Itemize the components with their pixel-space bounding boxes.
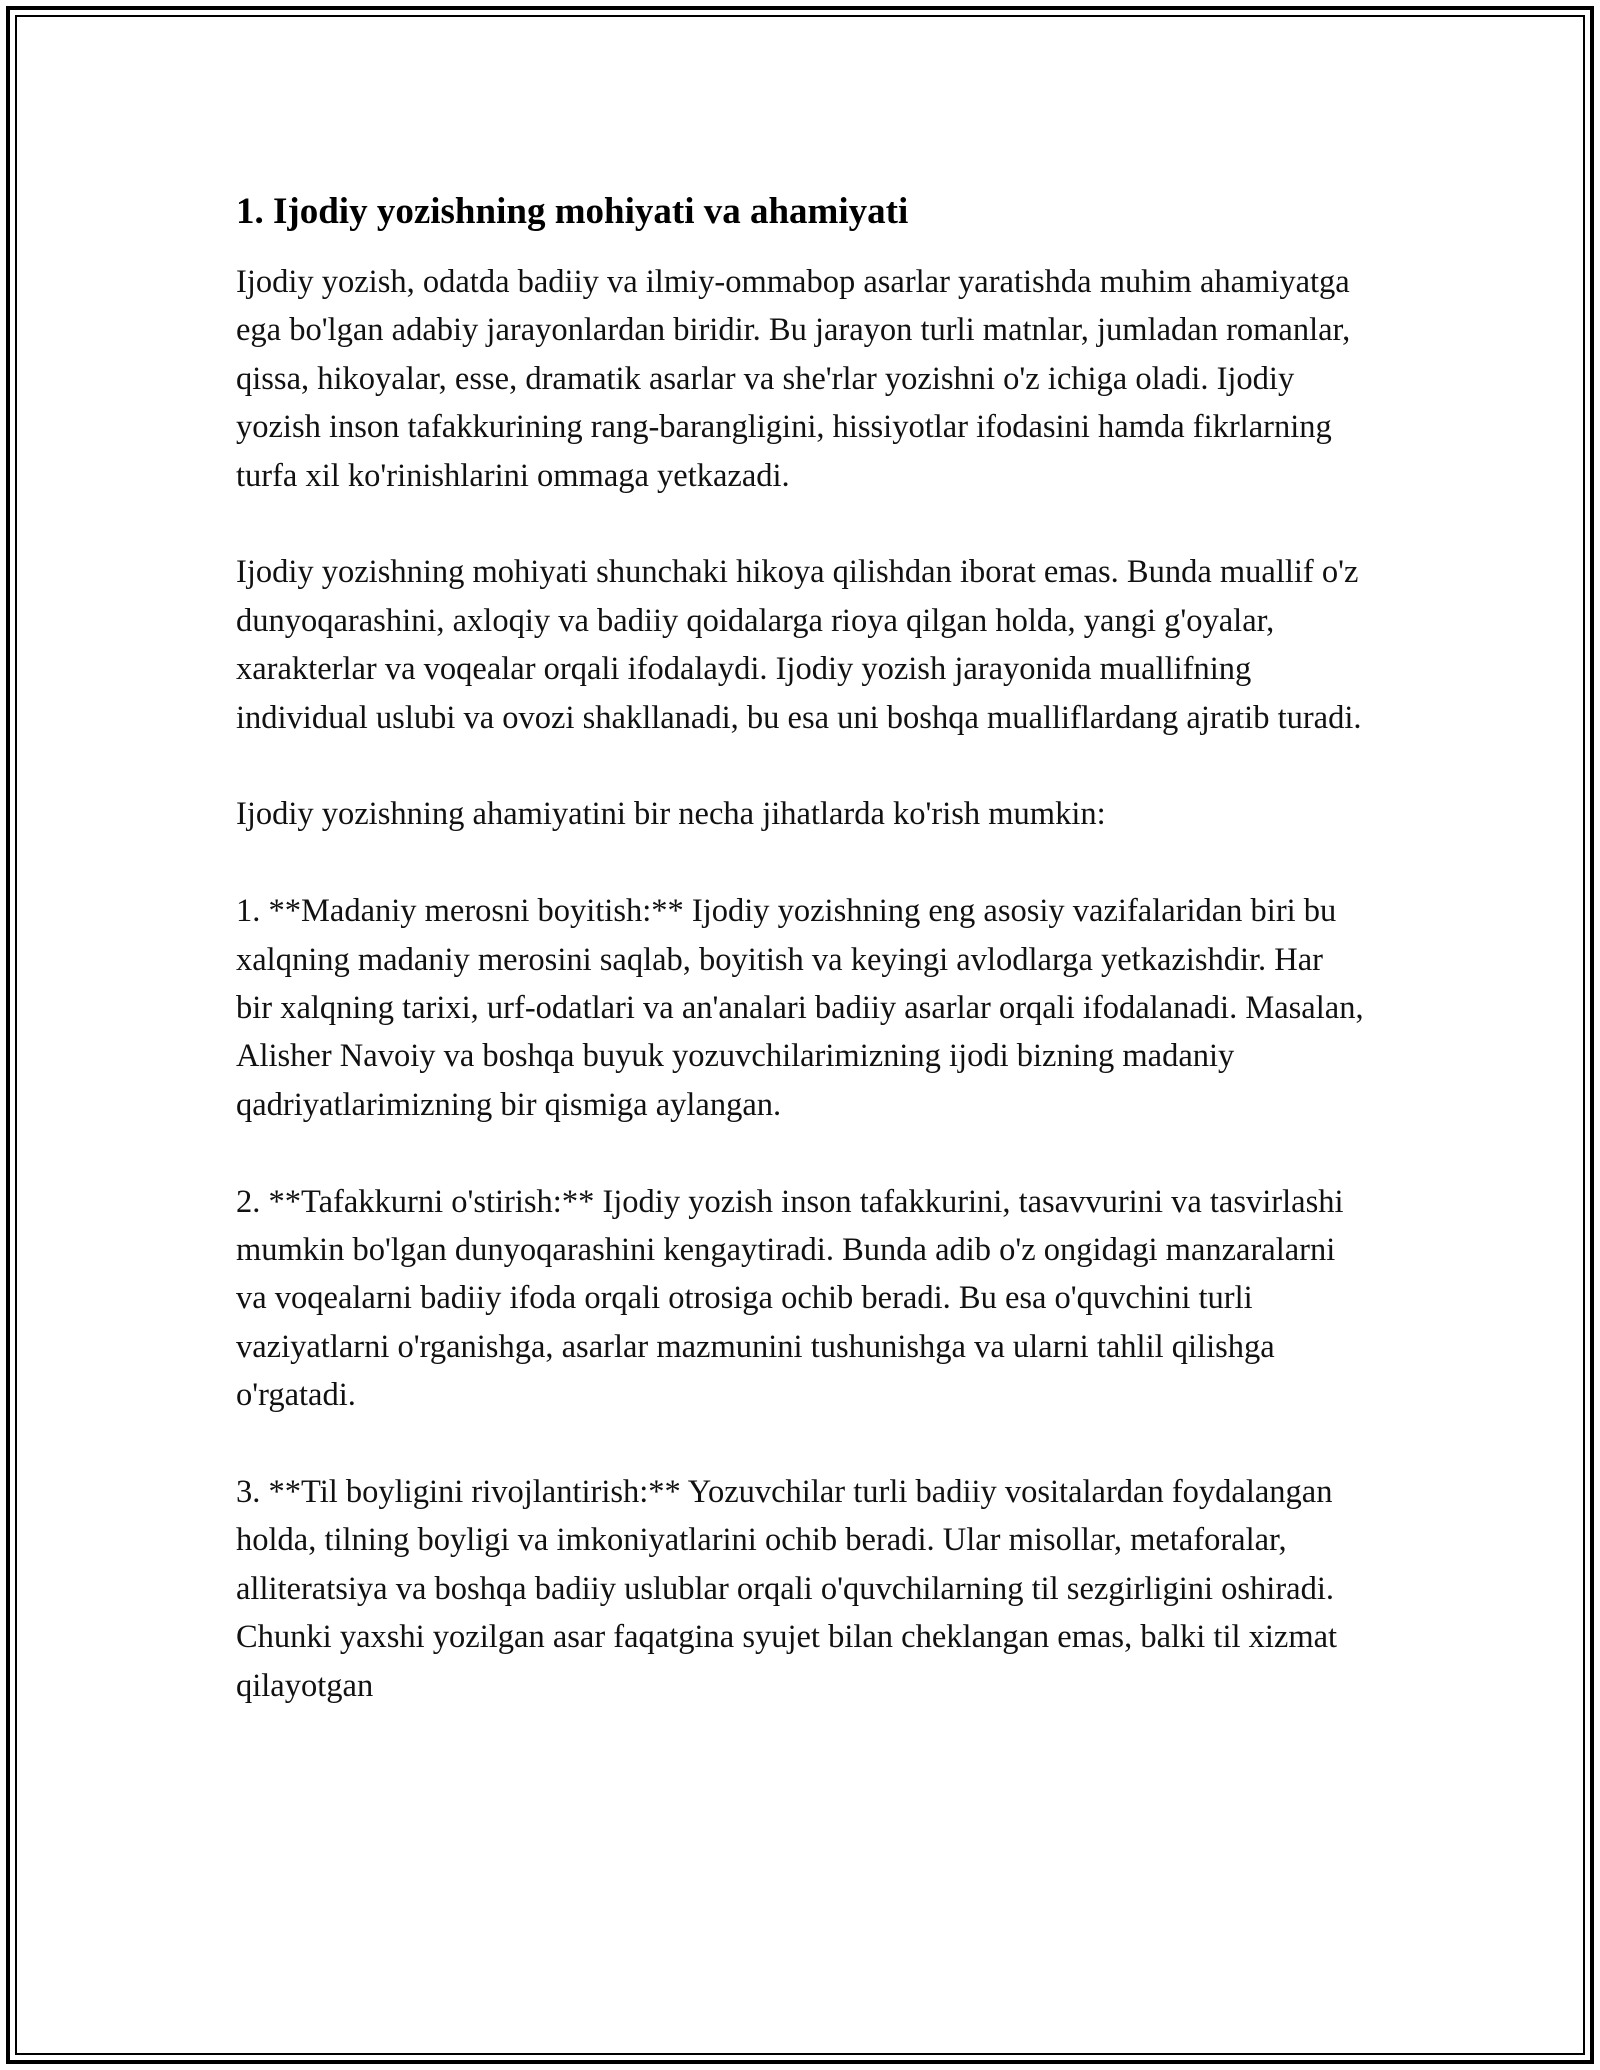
document-body bbox=[236, 188, 1366, 1759]
list-item-cultural-heritage: 1. **Madaniy merosni boyitish:** Ijodiy yozishning eng asosiy vazifalaridan biri bu xalqning madaniy merosini saqlab, boyitish va keyingi avlodlarga yetkazishdir. Har bir xalqning tarixi, urf-odatlari va an'analari badiiy asarlar orqali ifodalanadi. Masalan, Alisher Navoiy va boshqa buyuk yozuvchilarimizning ijodi bizning madaniy qadriyatlarimizning bir qismiga aylangan. bbox=[236, 893, 1364, 1123]
list-item-language-richness: 3. **Til boyligini rivojlantirish:** Yozuvchilar turli badiiy vositalardan foydalangan holda, tilning boyligi va imkoniyatlarini ochib beradi. Ular misollar, metaforalar, alliteratsiya va boshqa badiiy uslublar orqali o'quvchilarning til sezgirligini oshiradi. Chunki yaxshi yozilgan asar faqatgina syujet bilan cheklangan emas, balki til xizmat qilayotgan bbox=[236, 1474, 1338, 1704]
paragraph-intro: Ijodiy yozish, odatda badiiy va ilmiy-ommabop asarlar yaratishda muhim ahamiyatga ega bo'lgan adabiy jarayonlardan biridir. Bu jarayon turli matnlar, jumladan romanlar, qissa, hikoyalar, esse, dramatik asarlar va she'rlar yozishni o'z ichiga oladi. Ijodiy yozish inson tafakkurining rang-barangligini, hissiyotlar ifodasini hamda fikrlarning turfa xil ko'rinishlarini ommaga yetkazadi. bbox=[236, 264, 1351, 494]
paragraph-importance-lead: Ijodiy yozishning ahamiyatini bir necha jihatlarda ko'rish mumkin: bbox=[236, 796, 1106, 833]
list-item-thinking: 2. **Tafakkurni o'stirish:** Ijodiy yozish inson tafakkurini, tasavvurini va tasvirlashi mumkin bo'lgan dunyoqarashini kengaytiradi. Bunda adib o'z ongidagi manzaralarni va voqealarni badiiy ifoda orqali otrosiga ochib beradi. Bu esa o'quvchini turli vaziyatlarni o'rganishga, asarlar mazmunini tushunishga va ularni tahlil qilishga o'rgatadi. bbox=[236, 1183, 1344, 1414]
paragraph-essence: Ijodiy yozishning mohiyati shunchaki hikoya qilishdan iborat emas. Bunda muallif o'z dunyoqarashini, axloqiy va badiiy qoidalarga rioya qilgan holda, yangi g'oyalar, xarakterlar va voqealar orqali ifodalaydi. Ijodiy yozish jarayonida muallifning individual uslubi va ovozi shakllanadi, bu esa uni boshqa mualliflardang ajratib turadi. bbox=[236, 554, 1362, 736]
section-heading: 1. Ijodiy yozishning mohiyati va ahamiyati bbox=[236, 191, 909, 232]
